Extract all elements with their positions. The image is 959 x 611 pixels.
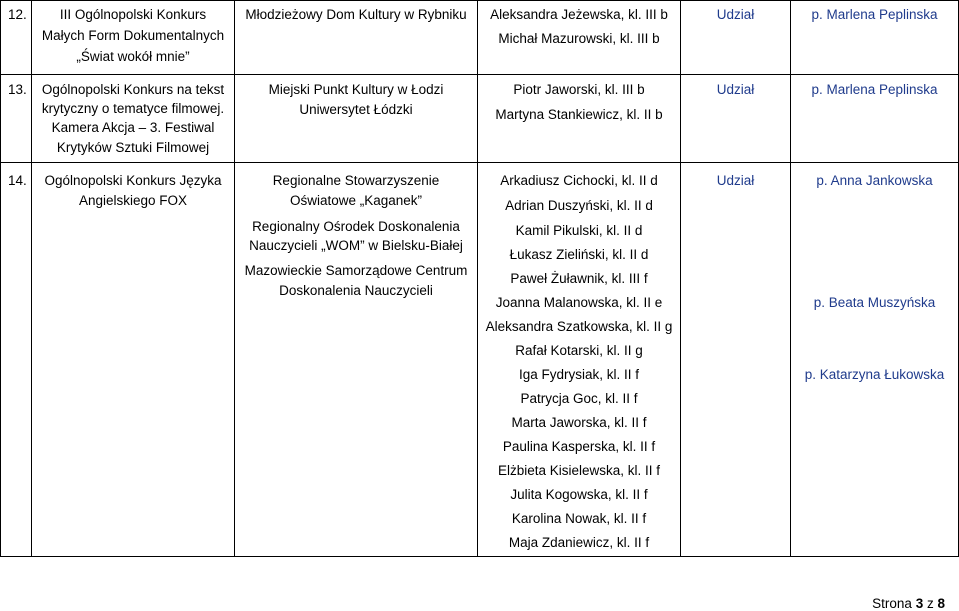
student: Michał Mazurowski, kl. III b — [498, 31, 660, 46]
organizer: Doskonalenia Nauczycieli — [279, 283, 433, 298]
student: Iga Fydrysiak, kl. II f — [518, 367, 640, 382]
result: Udział — [716, 173, 755, 188]
teacher: p. Anna Jankowska — [816, 173, 933, 188]
contest-name: krytyczny o tematyce filmowej. — [41, 101, 225, 116]
organizer: Młodzieżowy Dom Kultury w Rybniku — [245, 7, 467, 22]
table-rule — [0, 0, 959, 1]
page-footer — [872, 596, 945, 611]
student: Kamil Pikulski, kl. II d — [515, 223, 643, 238]
organizer: Mazowieckie Samorządowe Centrum — [244, 263, 468, 278]
organizer: Miejski Punkt Kultury w Łodzi — [268, 82, 444, 97]
student: Martyna Stankiewicz, kl. II b — [495, 107, 663, 122]
teacher: p. Marlena Peplinska — [811, 7, 938, 22]
contest-name: Ogólnopolski Konkurs na tekst — [41, 82, 225, 97]
footer-label: Strona — [872, 596, 912, 611]
student: Patrycja Goc, kl. II f — [520, 391, 638, 406]
teacher: p. Katarzyna Łukowska — [804, 367, 945, 382]
organizer: Regionalne Stowarzyszenie — [272, 173, 440, 188]
student: Łukasz Zieliński, kl. II d — [509, 247, 649, 262]
contest-name: III Ogólnopolski Konkurs — [59, 7, 207, 22]
teacher: p. Marlena Peplinska — [811, 82, 938, 97]
student: Maja Zdaniewicz, kl. II f — [508, 535, 650, 550]
student: Adrian Duszyński, kl. II d — [505, 198, 653, 213]
footer-page: 3 — [915, 596, 924, 611]
organizer: Uniwersytet Łódzki — [299, 102, 413, 117]
student: Joanna Malanowska, kl. II e — [495, 295, 663, 310]
student: Paulina Kasperska, kl. II f — [502, 439, 656, 454]
contest-name: Małych Form Dokumentalnych — [41, 28, 225, 43]
student: Aleksandra Jeżewska, kl. III b — [490, 7, 668, 22]
row-number: 13. — [8, 82, 27, 97]
student: Karolina Nowak, kl. II f — [511, 511, 647, 526]
table-rule — [0, 162, 959, 163]
table-rule — [0, 556, 959, 557]
student: Aleksandra Szatkowska, kl. II g — [485, 319, 673, 334]
student: Julita Kogowska, kl. II f — [510, 487, 648, 502]
table-rule — [0, 74, 959, 75]
contest-name: Angielskiego FOX — [78, 193, 188, 208]
contest-name: „Świat wokół mnie” — [76, 49, 190, 64]
result: Udział — [716, 82, 755, 97]
organizer: Nauczycieli „WOM” w Bielsku-Białej — [249, 238, 463, 253]
result: Udział — [716, 7, 755, 22]
organizer: Regionalny Ośrodek Doskonalenia — [252, 219, 460, 234]
student: Paweł Żuławnik, kl. III f — [510, 271, 648, 286]
student: Arkadiusz Cichocki, kl. II d — [500, 173, 658, 188]
contest-name: Kamera Akcja – 3. Festiwal — [51, 120, 215, 135]
table-rule — [0, 0, 1, 557]
contest-name: Ogólnopolski Konkurs Języka — [44, 173, 222, 188]
footer-total: 8 — [937, 596, 945, 611]
teacher: p. Beata Muszyńska — [813, 295, 936, 310]
student: Marta Jaworska, kl. II f — [511, 415, 647, 430]
student: Piotr Jaworski, kl. III b — [513, 82, 645, 97]
row-number: 12. — [8, 7, 27, 22]
contest-name: Krytyków Sztuki Filmowej — [56, 140, 210, 155]
student: Rafał Kotarski, kl. II g — [515, 343, 643, 358]
organizer: Oświatowe „Kaganek” — [289, 193, 423, 208]
row-number: 14. — [8, 173, 27, 188]
footer-of: z — [926, 596, 934, 611]
student: Elżbieta Kisielewska, kl. II f — [497, 463, 661, 478]
